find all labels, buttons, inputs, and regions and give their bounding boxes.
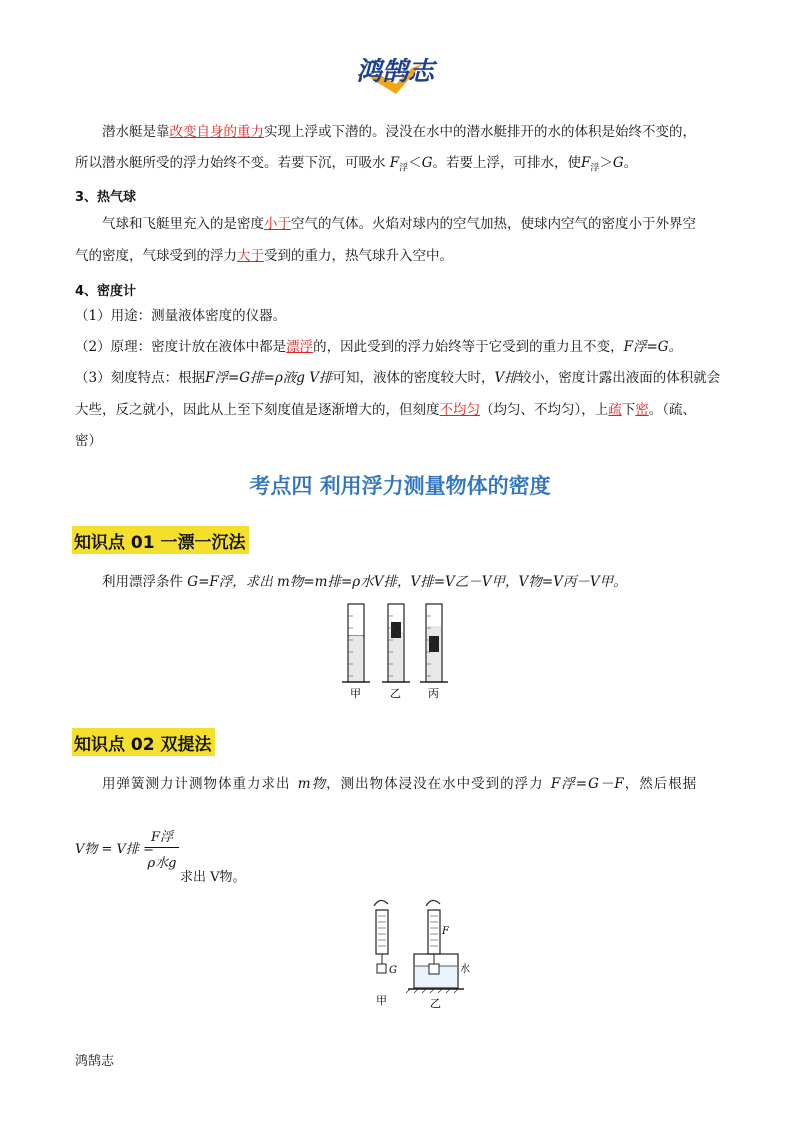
fig1-label-yi: 乙 — [390, 687, 401, 700]
spring-scale-yi — [406, 900, 470, 993]
balloon-heading: 3、热气球 — [75, 190, 137, 205]
kp2-text: 用弹簧测力计测物体重力求出 m物，测出物体浸没在水中受到的浮力 F浮=G－F，然后根据 — [102, 776, 698, 792]
hydrometer-scale-3: 密） — [75, 433, 102, 449]
formula-lhs: V物 = V排 = — [75, 842, 154, 857]
answer-less-than: 小于 — [264, 216, 291, 232]
answer-uneven: 不均匀 — [439, 402, 480, 418]
formula-numerator: F浮 — [145, 826, 179, 848]
hydrometer-scale: （3）刻度特点：根据F浮=G排=ρ液g V排可知，液体的密度较大时，V排较小，密度计露出液面的体积就会 — [75, 370, 721, 386]
answer-change-gravity: 改变自身的重力 — [169, 124, 264, 140]
logo — [352, 50, 464, 102]
kp2-label: 知识点 02 双提法 — [72, 728, 215, 756]
kp1-text: 利用漂浮条件 G=F浮，求出 m物=m排=ρ水V排，V排=V乙－V甲，V物=V丙－V甲。 — [102, 574, 627, 590]
submarine-paragraph: 潜水艇是靠改变自身的重力实现上浮或下潜的。浸没在水中的潜水艇排开的水的体积是始终不变的， — [102, 124, 696, 140]
cylinder-bing — [420, 604, 448, 682]
kp2-figure — [364, 894, 468, 1012]
fig1-label-bing: 丙 — [428, 687, 439, 700]
fig2-label-g: G — [389, 965, 397, 976]
cylinder-jia — [342, 604, 370, 682]
hydrometer-principle: （2）原理：密度计放在液体中都是漂浮的，因此受到的浮力始终等于它受到的重力且不变，F浮=G。 — [75, 339, 683, 355]
footer-text: 鸿鹄志 — [75, 1054, 115, 1069]
hydrometer-use: （1）用途：测量液体密度的仪器。 — [75, 308, 287, 324]
kp1-figure — [338, 596, 464, 700]
fig2-label-jia: 甲 — [376, 994, 387, 1007]
answer-greater-than: 大于 — [237, 248, 264, 264]
hydrometer-heading: 4、密度计 — [75, 284, 137, 299]
answer-sparse: 疏 — [608, 402, 622, 418]
fig1-label-jia: 甲 — [350, 687, 361, 700]
fig2-label-water: 水 — [460, 964, 470, 975]
fig2-label-f: F — [442, 926, 449, 937]
answer-dense: 密 — [635, 402, 649, 418]
formula-denominator: ρ水g — [147, 856, 177, 871]
cylinder-yi — [382, 604, 410, 682]
section-title: 考点四 利用浮力测量物体的密度 — [249, 474, 551, 498]
spring-scale-jia — [374, 900, 397, 976]
submarine-paragraph-2: 所以潜水艇所受的浮力始终不变。若要下沉，可吸水 $F_浮<G$。若要上浮，可排水，使$F_浮>G$。 — [75, 155, 638, 174]
formula-tail: 求出 V物。 — [180, 870, 246, 885]
kp1-label: 知识点 01 一漂一沉法 — [72, 526, 249, 554]
hydrometer-scale-2: 大些，反之就小，因此从上至下刻度值是逐渐增大的，但刻度不均匀（均匀、不均匀），上疏下密。（疏、 — [75, 402, 696, 418]
answer-floating: 漂浮 — [286, 339, 314, 355]
logo-text: 鸿鹄志 — [356, 57, 435, 87]
balloon-paragraph-2: 气的密度，气球受到的浮力大于受到的重力，热气球升入空中。 — [75, 248, 453, 264]
balloon-paragraph: 气球和飞艇里充入的是密度小于空气的气体。火焰对球内的空气加热，使球内空气的密度小于外界空 — [102, 216, 696, 232]
fig2-label-yi: 乙 — [430, 997, 441, 1010]
